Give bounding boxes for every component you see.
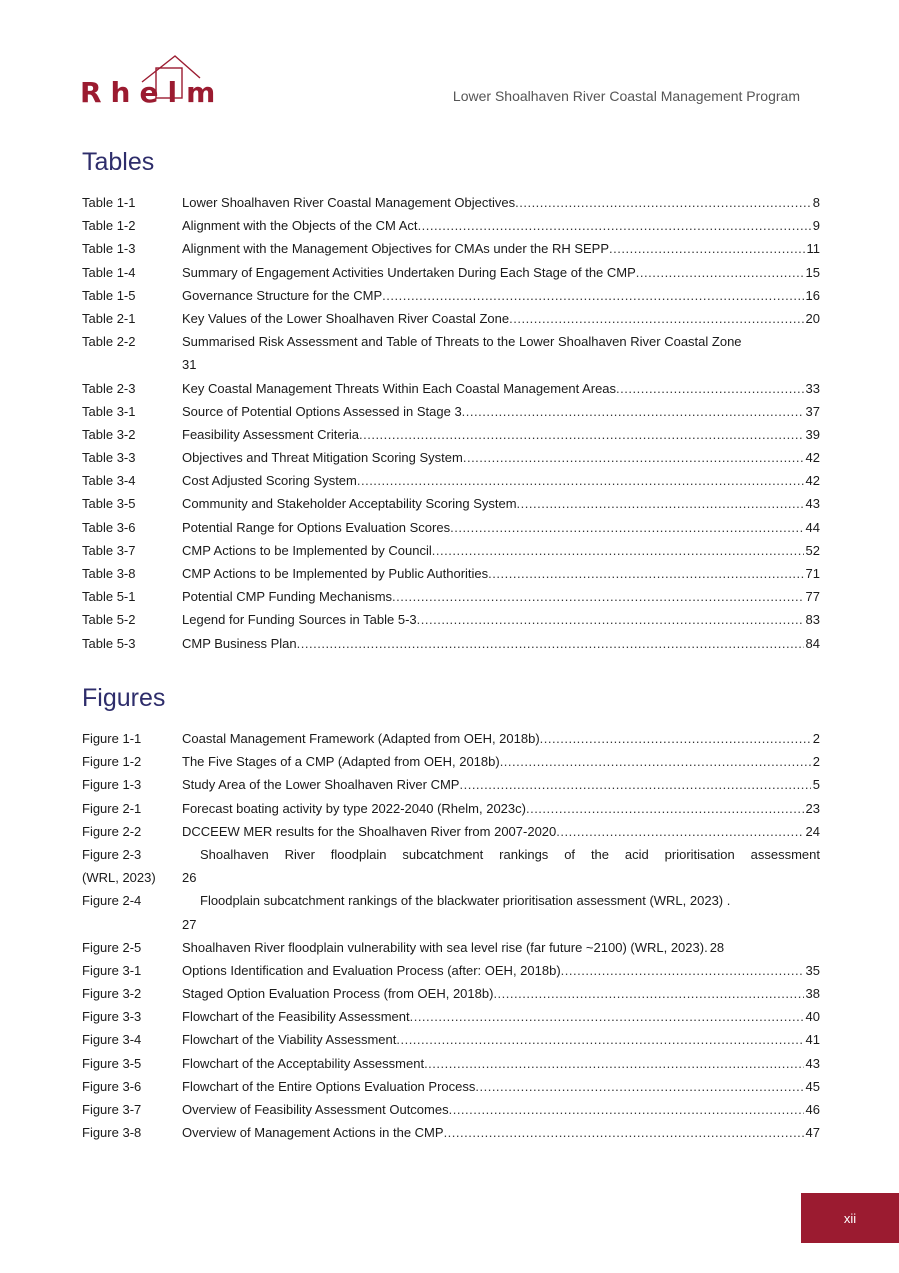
- entry-title: Feasibility Assessment Criteria: [182, 426, 359, 442]
- entry-label: Table 1-5: [82, 287, 136, 303]
- entry-label: Figure 3-7: [82, 1102, 142, 1118]
- entry-title: CMP Actions to be Implemented by Council: [182, 542, 432, 558]
- tables-heading: Tables: [82, 148, 155, 176]
- entry-label: Figure 1-1: [82, 731, 142, 746]
- entry-page: 77: [805, 589, 820, 605]
- entry-label: Table 3-5: [82, 496, 136, 512]
- toc-entry[interactable]: [82, 261, 820, 284]
- entry-title: Overview of Management Actions in the CMP: [182, 1125, 444, 1141]
- entry-title: Options Identification and Evaluation Process (after: OEH, 2018b): [182, 962, 561, 978]
- entry-title: Flowchart of the Feasibility Assessment: [182, 1009, 410, 1025]
- entry-label: Figure 3-8: [82, 1125, 142, 1141]
- entry-label: Figure 2-3: [82, 846, 142, 862]
- entry-title: Flowchart of the Entire Options Evaluation Process: [182, 1078, 476, 1094]
- toc-entry[interactable]: [82, 820, 820, 843]
- toc-entry[interactable]: [82, 1098, 820, 1121]
- figures-heading: Figures: [82, 684, 166, 712]
- entry-label: Table 5-1: [82, 589, 136, 605]
- leader-dots: [509, 307, 803, 330]
- entry-title: Flowchart of the Acceptability Assessment: [182, 1055, 425, 1071]
- toc-entry[interactable]: [82, 446, 820, 469]
- entry-page: 8: [812, 195, 820, 210]
- entry-title: Alignment with the Objects of the CM Act: [182, 218, 418, 234]
- entry-title: Summarised Risk Assessment and Table of Threats to the Lower Shoalhaven River Coastal Zone: [182, 334, 742, 350]
- entry-label: Figure 2-5: [82, 939, 142, 955]
- entry-title: Staged Option Evaluation Process (from OEH, 2018b): [182, 986, 494, 1002]
- entry-title: Potential CMP Funding Mechanisms: [182, 589, 393, 605]
- toc-entry[interactable]: [82, 377, 820, 400]
- leader-dots: [561, 959, 804, 982]
- entry-page: 16: [805, 287, 820, 303]
- entry-page: 71: [805, 566, 820, 582]
- entry-page: 2: [812, 731, 820, 746]
- entry-label: Figure 3-1: [82, 962, 142, 978]
- entry-label: Table 2-1: [82, 310, 136, 326]
- toc-entry[interactable]: [82, 492, 820, 515]
- entry-label: Table 3-7: [82, 542, 136, 558]
- toc-entry[interactable]: [82, 1052, 820, 1075]
- toc-entry[interactable]: [82, 237, 820, 260]
- toc-entry[interactable]: [82, 797, 820, 820]
- entry-label: Figure 2-2: [82, 823, 142, 839]
- entry-title: Flowchart of the Viability Assessment: [182, 1032, 397, 1048]
- leader-dots: [396, 1028, 803, 1051]
- toc-entry[interactable]: [82, 562, 820, 585]
- entry-title: Coastal Management Framework (Adapted from OEH, 2018b): [182, 731, 540, 746]
- leader-dots: [449, 1098, 804, 1121]
- entry-page: 11: [806, 241, 820, 257]
- entry-page: 28: [709, 939, 725, 955]
- entry-label: Table 1-1: [82, 195, 136, 210]
- leader-dots: [540, 727, 811, 750]
- entry-title: Community and Stakeholder Acceptability Scoring System: [182, 496, 517, 512]
- leader-dots: [493, 982, 803, 1005]
- entry-title: CMP Actions to be Implemented by Public Authorities: [182, 566, 489, 582]
- entry-label: Table 5-2: [82, 612, 136, 628]
- toc-entry[interactable]: [82, 982, 820, 1005]
- leader-dots: [432, 539, 804, 562]
- entry-label: Table 3-1: [82, 403, 136, 419]
- leader-dots: [526, 797, 804, 820]
- entry-page: 2: [812, 754, 820, 770]
- entry-title: Shoalhaven River floodplain vulnerability with sea level rise (far future ~2100) (WRL, 2023).: [182, 939, 708, 955]
- entry-label: Table 1-3: [82, 241, 136, 257]
- leader-dots: [424, 1052, 803, 1075]
- leader-dots: [636, 261, 804, 284]
- leader-dots: [517, 492, 804, 515]
- entry-label: Table 2-3: [82, 380, 136, 396]
- leader-dots: [392, 585, 804, 608]
- entry-page: 52: [805, 542, 820, 558]
- entry-title: The Five Stages of a CMP (Adapted from OEH, 2018b): [182, 754, 500, 770]
- leader-dots: [297, 632, 804, 655]
- entry-title: Governance Structure for the CMP: [182, 287, 383, 303]
- entry-page: 42: [805, 450, 820, 466]
- leader-dots: [444, 1121, 804, 1144]
- toc-entry[interactable]: [82, 773, 820, 796]
- leader-dots: [410, 1005, 804, 1028]
- entry-title: Key Coastal Management Threats Within Each Coastal Management Areas: [182, 380, 617, 396]
- leader-dots: [609, 237, 804, 260]
- entry-title: Objectives and Threat Mitigation Scoring System: [182, 450, 463, 466]
- rhelm-logo: [80, 50, 240, 108]
- leader-dots: [616, 377, 803, 400]
- entry-title: Summary of Engagement Activities Undertaken During Each Stage of the CMP: [182, 264, 636, 280]
- entry-title: Cost Adjusted Scoring System: [182, 473, 357, 489]
- entry-page: 46: [805, 1102, 820, 1118]
- leader-dots: [556, 820, 803, 843]
- toc-entry[interactable]: [82, 469, 820, 492]
- entry-label: Figure 2-1: [82, 800, 142, 816]
- leader-dots: [459, 773, 810, 796]
- entry-page: 84: [805, 635, 820, 651]
- entry-page: 26: [182, 870, 197, 886]
- toc-entry[interactable]: [82, 284, 820, 307]
- entry-page: 15: [805, 264, 820, 280]
- entry-page: 38: [805, 986, 820, 1002]
- leader-dots: [417, 608, 804, 631]
- document-title: Lower Shoalhaven River Coastal Management Program: [452, 88, 800, 104]
- leader-dots: [418, 214, 811, 237]
- toc-entry[interactable]: [82, 585, 820, 608]
- entry-label: Figure 3-6: [82, 1078, 142, 1094]
- entry-label: Figure 3-5: [82, 1055, 142, 1071]
- entry-page: 24: [805, 823, 820, 839]
- entry-page: 35: [805, 962, 820, 978]
- logo-wordmark: Rhelm: [80, 76, 225, 109]
- leader-dots: [462, 400, 804, 423]
- entry-title: Forecast boating activity by type 2022-2040 (Rhelm, 2023c): [182, 800, 526, 816]
- entry-page: 23: [805, 800, 820, 816]
- entry-title: Floodplain subcatchment rankings of the blackwater prioritisation assessment (WRL, 2023) .: [200, 893, 731, 909]
- toc-entry[interactable]: [82, 632, 820, 655]
- toc-entry[interactable]: [82, 191, 820, 214]
- leader-dots: [500, 750, 811, 773]
- toc-entry[interactable]: [82, 400, 820, 423]
- entry-label: Figure 1-2: [82, 754, 142, 770]
- entry-label: Table 2-2: [82, 334, 136, 350]
- entry-title: CMP Business Plan: [182, 635, 297, 651]
- entry-label: Table 5-3: [82, 635, 136, 651]
- toc-entry[interactable]: [82, 1075, 820, 1098]
- entry-title: Study Area of the Lower Shoalhaven River CMP: [182, 777, 460, 793]
- leader-dots: [382, 284, 803, 307]
- leader-dots: [488, 562, 803, 585]
- entry-page: 31: [182, 357, 197, 373]
- leader-dots: [359, 423, 804, 446]
- entry-label: Table 3-8: [82, 566, 136, 582]
- entry-title: Potential Range for Options Evaluation Scores: [182, 519, 451, 535]
- entry-title: Alignment with the Management Objectives for CMAs under the RH SEPP: [182, 241, 610, 257]
- toc-entry[interactable]: [82, 608, 820, 631]
- toc-entry[interactable]: [82, 423, 820, 446]
- leader-dots: [450, 516, 803, 539]
- page-number-badge: [801, 1193, 899, 1243]
- leader-dots: [475, 1075, 803, 1098]
- toc-entry[interactable]: [82, 889, 820, 935]
- entry-label: Table 3-3: [82, 450, 136, 466]
- entry-page: 27: [182, 916, 197, 932]
- tables-list: [82, 191, 820, 655]
- leader-dots: [357, 469, 804, 492]
- entry-page: 43: [805, 496, 820, 512]
- entry-title: Legend for Funding Sources in Table 5-3: [182, 612, 417, 628]
- entry-label: Table 1-2: [82, 218, 136, 234]
- toc-entry[interactable]: [82, 727, 820, 750]
- page-number: xii: [843, 1210, 857, 1226]
- toc-entry[interactable]: [82, 936, 820, 959]
- entry-title: Shoalhaven River floodplain subcatchment rankings of the acid prioritisation assessment: [200, 846, 820, 862]
- entry-page: 43: [805, 1055, 820, 1071]
- entry-title: Lower Shoalhaven River Coastal Management Objectives: [182, 195, 516, 210]
- entry-page: 44: [805, 519, 820, 535]
- entry-title: DCCEEW MER results for the Shoalhaven River from 2007-2020: [182, 823, 557, 839]
- leader-dots: [515, 191, 811, 214]
- entry-page: 40: [805, 1009, 820, 1025]
- entry-label: Table 1-4: [82, 264, 136, 280]
- entry-page: 33: [805, 380, 820, 396]
- entry-page: 39: [805, 426, 820, 442]
- entry-label-continued: (WRL, 2023): [82, 870, 156, 886]
- toc-entry[interactable]: [82, 1005, 820, 1028]
- entry-page: 20: [805, 310, 820, 326]
- entry-title: Key Values of the Lower Shoalhaven River Coastal Zone: [182, 310, 510, 326]
- entry-label: Table 3-4: [82, 473, 136, 489]
- entry-label: Figure 1-3: [82, 777, 142, 793]
- entry-page: 37: [805, 403, 820, 419]
- entry-label: Figure 3-4: [82, 1032, 142, 1048]
- entry-page: 45: [805, 1078, 820, 1094]
- entry-label: Table 3-6: [82, 519, 136, 535]
- toc-entry[interactable]: [82, 959, 820, 982]
- toc-entry[interactable]: [82, 843, 820, 889]
- toc-entry[interactable]: [82, 307, 820, 330]
- entry-page: 47: [805, 1125, 820, 1141]
- toc-entry[interactable]: [82, 1028, 820, 1051]
- toc-entry[interactable]: [82, 539, 820, 562]
- entry-page: 42: [805, 473, 820, 489]
- entry-label: Figure 2-4: [82, 893, 142, 909]
- entry-page: 41: [805, 1032, 820, 1048]
- toc-entry[interactable]: [82, 330, 820, 376]
- toc-entry[interactable]: [82, 1121, 820, 1144]
- leader-dots: [463, 446, 804, 469]
- entry-page: 5: [812, 777, 820, 793]
- figures-list: [82, 727, 820, 1144]
- toc-entry[interactable]: [82, 516, 820, 539]
- toc-entry[interactable]: [82, 214, 820, 237]
- entry-title: Overview of Feasibility Assessment Outcomes: [182, 1102, 449, 1118]
- entry-label: Figure 3-3: [82, 1009, 142, 1025]
- entry-label: Figure 3-2: [82, 986, 142, 1002]
- entry-label: Table 3-2: [82, 426, 136, 442]
- entry-page: 9: [812, 218, 820, 234]
- toc-entry[interactable]: [82, 750, 820, 773]
- entry-title: Source of Potential Options Assessed in Stage 3: [182, 403, 462, 419]
- entry-page: 83: [805, 612, 820, 628]
